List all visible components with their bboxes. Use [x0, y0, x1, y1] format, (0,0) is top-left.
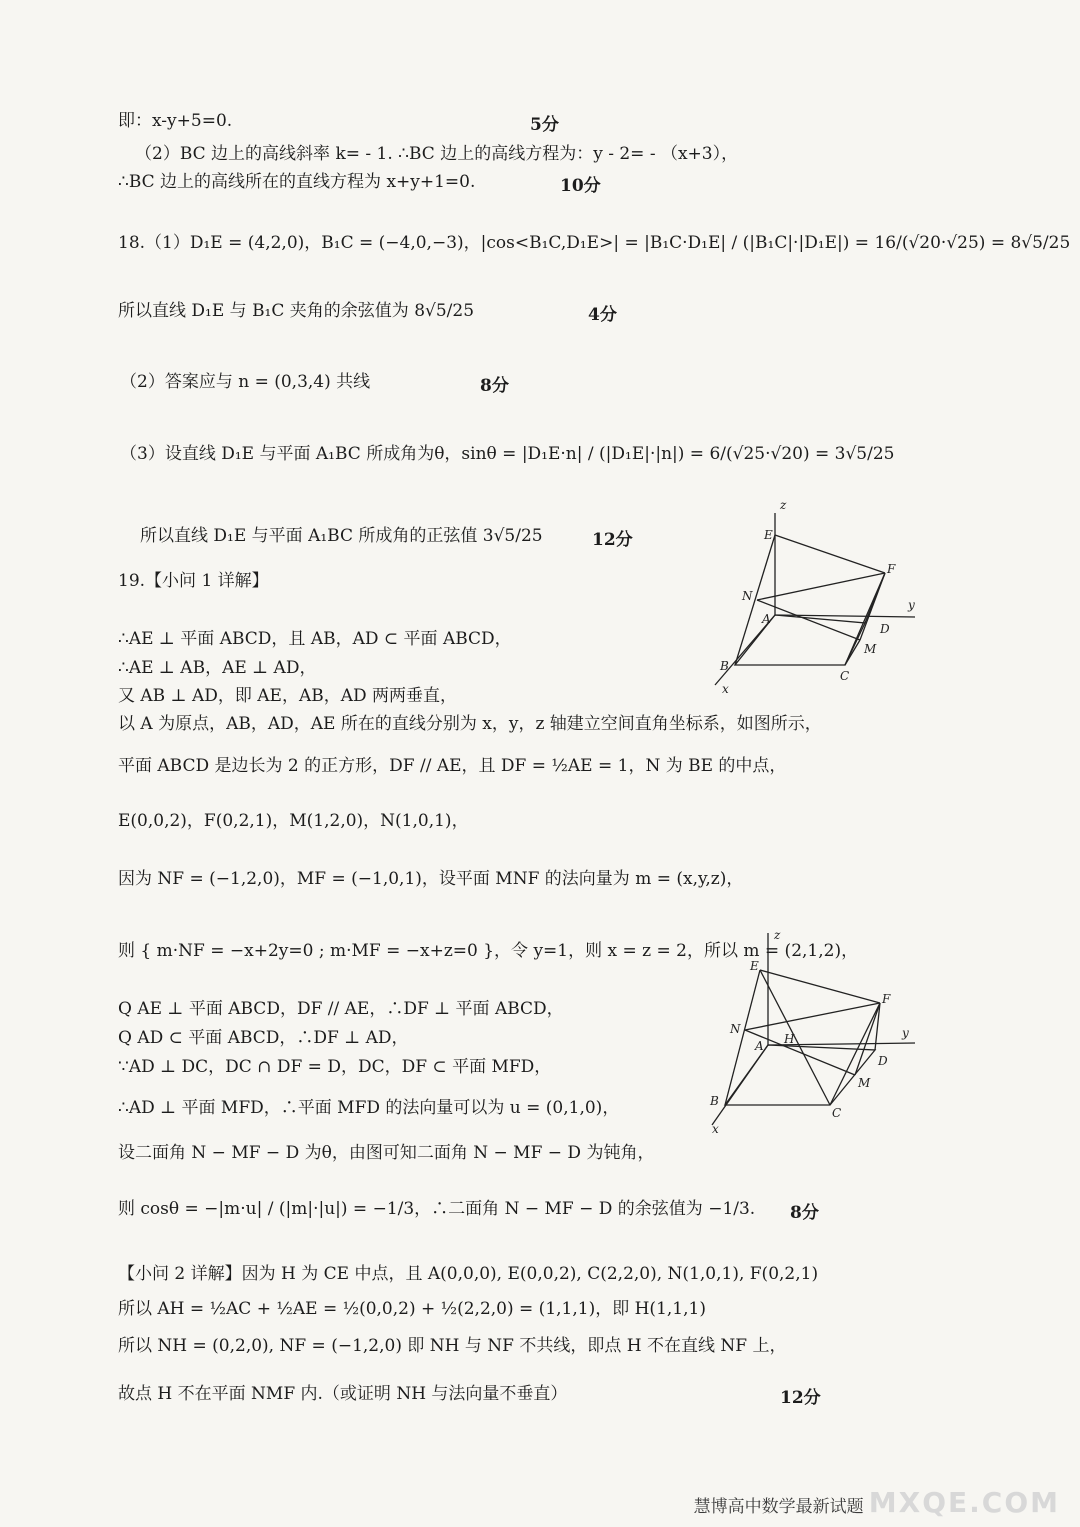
- geometry-figure-1: [700, 495, 930, 695]
- solution-line: Q AD ⊂ 平面 ABCD，∴DF ⊥ AD，: [118, 1028, 409, 1048]
- fig2-label-H: H: [784, 1032, 795, 1046]
- fig2-label-E: E: [750, 959, 759, 973]
- score-mark: 12分: [780, 1388, 821, 1408]
- solution-line: （2）BC 边上的高线斜率 k= - 1. ∴BC 边上的高线方程为：y - 2= - （x+3），: [135, 144, 739, 164]
- solution-line: 所以 NH = (0,2,0), NF = (−1,2,0) 即 NH 与 NF 不共线，即点 H 不在直线 NF 上，: [118, 1336, 787, 1356]
- fig1-label-M: M: [864, 642, 877, 656]
- solution-line: 即：x-y+5=0.: [118, 111, 233, 131]
- fig2-label-D: D: [878, 1054, 888, 1068]
- fig1-label-D: D: [880, 622, 890, 636]
- solution-line: Q AE ⊥ 平面 ABCD，DF // AE，∴DF ⊥ 平面 ABCD，: [118, 999, 564, 1019]
- score-mark: 5分: [530, 115, 559, 135]
- solution-line: 所以直线 D₁E 与 B₁C 夹角的余弦值为 8√5/25: [118, 301, 475, 321]
- fig1-label-B: B: [720, 659, 729, 673]
- solution-line: 平面 ABCD 是边长为 2 的正方形，DF // AE，且 DF = ½AE = 1，N 为 BE 的中点，: [118, 756, 787, 776]
- geometry-figure-2: [700, 925, 930, 1135]
- solution-line: 设二面角 N − MF − D 为θ，由图可知二面角 N − MF − D 为钝角，: [118, 1143, 655, 1163]
- solution-line: 又 AB ⊥ AD，即 AE，AB，AD 两两垂直，: [118, 686, 458, 706]
- solution-line: 故点 H 不在平面 NMF 内.（或证明 NH 与法向量不垂直）: [118, 1384, 568, 1404]
- fig2-label-y: y: [902, 1026, 909, 1040]
- solution-line: 所以 AH = ½AC + ½AE = ½(0,0,2) + ½(2,2,0) = (1,1,1)，即 H(1,1,1): [118, 1299, 706, 1319]
- fig2-label-x: x: [712, 1122, 719, 1135]
- fig2-label-A: A: [755, 1039, 764, 1053]
- score-mark: 12分: [592, 530, 633, 550]
- solution-line: （2）答案应与 n = (0,3,4) 共线: [120, 372, 371, 392]
- solution-line: 19.【小问 1 详解】: [118, 571, 269, 591]
- fig1-label-N: N: [742, 589, 753, 603]
- site-watermark: MXQE.COM: [868, 1486, 1060, 1519]
- fig2-label-C: C: [832, 1106, 842, 1120]
- solution-line: （3）设直线 D₁E 与平面 A₁BC 所成角为θ，sinθ = |D₁E·n| / (|D₁E|·|n|) = 6/(√25·√20) = 3√5/25: [120, 444, 895, 464]
- solution-line: ∴AE ⊥ AB，AE ⊥ AD，: [118, 658, 317, 678]
- solution-line: ∴BC 边上的高线所在的直线方程为 x+y+1=0.: [118, 172, 476, 192]
- solution-line: 则 cosθ = −|m·u| / (|m|·|u|) = −1/3，∴二面角 N − MF − D 的余弦值为 −1/3.: [118, 1199, 756, 1219]
- fig2-label-F: F: [882, 992, 891, 1006]
- fig1-label-z: z: [780, 498, 787, 512]
- solution-line: ∴AE ⊥ 平面 ABCD，且 AB，AD ⊂ 平面 ABCD，: [118, 629, 512, 649]
- score-mark: 4分: [588, 305, 617, 325]
- fig1-label-E: E: [764, 528, 773, 542]
- fig1-label-y: y: [908, 598, 915, 612]
- solution-line: E(0,0,2)，F(0,2,1)，M(1,2,0)，N(1,0,1)，: [118, 811, 469, 831]
- solution-line: 因为 NF = (−1,2,0)，MF = (−1,0,1)，设平面 MNF 的法向量为 m = (x,y,z)，: [118, 869, 744, 889]
- fig2-label-N: N: [730, 1022, 741, 1036]
- fig2-label-B: B: [710, 1094, 719, 1108]
- fig1-label-A: A: [762, 612, 771, 626]
- fig2-label-M: M: [858, 1076, 871, 1090]
- score-mark: 8分: [790, 1203, 819, 1223]
- solution-line: 则 { m·NF = −x+2y=0 ; m·MF = −x+z=0 }，令 y=1，则 x = z = 2，所以 m = (2,1,2)，: [118, 941, 859, 961]
- fig1-label-C: C: [840, 669, 850, 683]
- solution-line: ∵AD ⊥ DC，DC ∩ DF = D，DC，DF ⊂ 平面 MFD，: [118, 1057, 552, 1077]
- score-mark: 8分: [480, 376, 509, 396]
- solution-line: 以 A 为原点，AB，AD，AE 所在的直线分别为 x，y，z 轴建立空间直角坐标系，如图所示，: [118, 714, 822, 734]
- solution-line: ∴AD ⊥ 平面 MFD，∴平面 MFD 的法向量可以为 u = (0,1,0)，: [118, 1098, 620, 1118]
- solution-line: 所以直线 D₁E 与平面 A₁BC 所成角的正弦值 3√5/25: [140, 526, 543, 546]
- fig1-label-x: x: [722, 682, 729, 695]
- fig1-label-F: F: [887, 562, 896, 576]
- watermark: [694, 1486, 1060, 1519]
- wechat-watermark-text: 慧博高中数学最新试题: [693, 1497, 864, 1517]
- fig2-label-z: z: [774, 928, 781, 942]
- solution-line: 18.（1）D₁E = (4,2,0)，B₁C = (−4,0,−3)，|cos<B₁C,D₁E>| = |B₁C·D₁E| / (|B₁C|·|D₁E|) = 16/(√20·√25) = 8√5/25: [118, 233, 1071, 253]
- solution-line: 【小问 2 详解】因为 H 为 CE 中点，且 A(0,0,0), E(0,0,2), C(2,2,0), N(1,0,1), F(0,2,1): [118, 1264, 819, 1284]
- score-mark: 10分: [560, 176, 601, 196]
